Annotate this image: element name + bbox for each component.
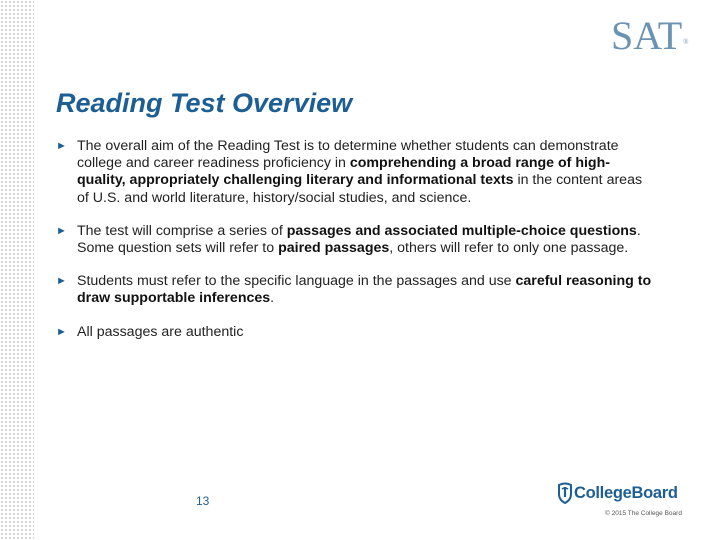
bullet-item: ► The overall aim of the Reading Test is to determine whether students can demonstrate college and career readiness proficiency in comprehending a broad range of high-quality, appropriately challenging literary and informational texts in the content areas of U.S. and world literature, history/social studies, and science. <box>56 138 643 206</box>
dotted-side-border <box>0 0 34 540</box>
bullet-list <box>56 138 656 357</box>
triangle-right-icon: ► <box>56 224 67 237</box>
bullet-item: ► All passages are authentic <box>56 323 244 340</box>
bullet-item: ► Students must refer to the specific language in the passages and use careful reasoning to draw supportable inferences. <box>56 273 652 307</box>
triangle-right-icon: ► <box>56 140 67 152</box>
triangle-right-icon: ► <box>56 325 67 338</box>
college-board-logo: CollegeBoard <box>557 480 678 506</box>
copyright-notice: © 2015 The College Board <box>605 510 682 517</box>
sat-logo: SAT® <box>611 13 689 58</box>
college-board-shield-icon <box>557 481 573 505</box>
triangle-right-icon: ► <box>56 275 67 288</box>
page-number: 13 <box>196 494 210 508</box>
bullet-item: ► The test will comprise a series of passages and associated multiple-choice questions. Some question sets will refer to paired passages, others will refer to only one passage. <box>56 222 641 257</box>
slide-title: Reading Test Overview <box>56 88 353 118</box>
